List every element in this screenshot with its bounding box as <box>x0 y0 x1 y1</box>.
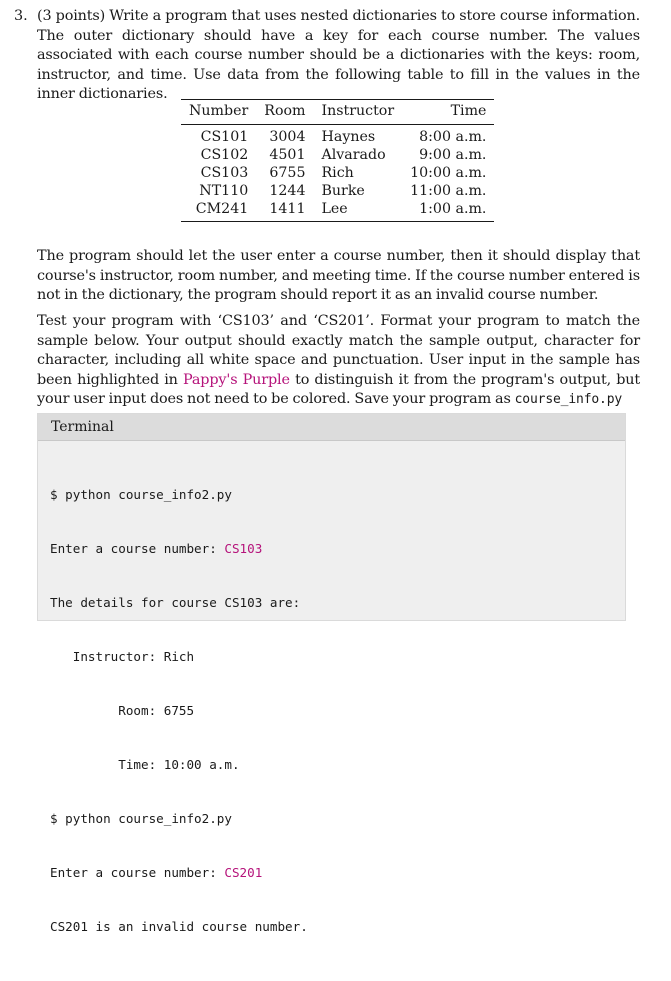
behavior-paragraph <box>37 247 640 306</box>
terminal-line <box>50 702 613 720</box>
terminal-output-text: The details for course CS103 are: <box>50 595 301 610</box>
terminal-line <box>50 540 613 558</box>
cell-time: 1:00 a.m. <box>402 200 494 222</box>
terminal-output <box>38 441 625 981</box>
terminal-output-text: Instructor: Rich <box>50 649 195 664</box>
terminal-user-input: CS201 <box>224 865 263 880</box>
cell-room: 6755 <box>269 165 306 181</box>
intro-text: Write a program that uses nested dictionaries to store course information. The outer dictionary should have a key for each course number. The values associated with each course number should be a dictionaries with the keys: room, instructor, and time. Use data from the following table to fill in the values in the inner dictionaries. <box>37 8 641 102</box>
terminal-output-text: Time: 10:00 a.m. <box>50 757 240 772</box>
terminal-line <box>50 486 613 504</box>
table-row <box>181 182 494 200</box>
terminal-output-text: Room: 6755 <box>50 703 195 718</box>
cell-instructor: Burke <box>321 183 365 199</box>
cell-room: 4501 <box>269 147 306 163</box>
intro-paragraph <box>37 7 640 105</box>
cell-instructor: Alvarado <box>321 147 386 163</box>
course-table <box>181 99 494 222</box>
table-row <box>181 146 494 164</box>
terminal-output-text: $ python course_info2.py <box>50 487 232 502</box>
cell-number: CS103 <box>200 165 249 181</box>
cell-room: 1244 <box>269 183 306 199</box>
pappys-purple-text: Pappy's Purple <box>182 371 290 388</box>
table-row <box>181 164 494 182</box>
behavior-text: The program should let the user enter a course number, then it should display that course's instructor, room number, and meeting time. If the course number entered is not in the dictionary, the program should report it as an invalid course number. <box>37 248 640 303</box>
cell-instructor: Lee <box>313 200 402 222</box>
cell-instructor: Rich <box>321 165 354 181</box>
terminal-output-text: Enter a course number: <box>50 865 225 880</box>
terminal-line <box>50 918 613 936</box>
cell-number: CS101 <box>200 129 249 145</box>
terminal-line <box>50 864 613 882</box>
cell-time: 11:00 a.m. <box>410 183 487 199</box>
terminal-output-text: $ python course_info2.py <box>50 811 232 826</box>
terminal-user-input: CS103 <box>224 541 263 556</box>
cell-number: CM241 <box>181 200 256 222</box>
question-number: 3. <box>14 8 28 24</box>
filename-code: course_info.py <box>514 392 623 407</box>
header-room: Room <box>256 100 313 125</box>
cell-number: CS102 <box>200 147 249 163</box>
cell-room: 1411 <box>256 200 313 222</box>
cell-time: 10:00 a.m. <box>410 165 487 181</box>
testing-text-start: Test your program with ‘CS103’ and ‘CS201’. Format your program to match the sample below. Your output should exactly match the sample output, character for character, including all white space and punctuation. User input in the sample has been highlighted in <box>37 313 640 388</box>
cell-room: 3004 <box>269 129 306 145</box>
header-time: Time <box>402 100 494 125</box>
table-header-row <box>181 100 494 125</box>
terminal-line <box>50 756 613 774</box>
terminal-title: Terminal <box>38 414 625 441</box>
header-number: Number <box>181 100 256 125</box>
cell-time: 8:00 a.m. <box>419 129 487 145</box>
terminal-sample <box>37 413 626 934</box>
terminal-line <box>50 648 613 666</box>
terminal-output-text: CS201 is an invalid course number. <box>50 919 308 934</box>
cell-number: NT110 <box>199 183 249 199</box>
testing-text-middle: to distinguish it from the program's output, but your user input does not need to be colored. Save your program as <box>37 371 641 407</box>
testing-paragraph <box>37 312 640 410</box>
cell-instructor: Haynes <box>321 129 376 145</box>
terminal-output-text: Enter a course number: <box>50 541 225 556</box>
terminal-line <box>50 594 613 612</box>
table-row <box>181 200 494 222</box>
cell-time: 9:00 a.m. <box>419 147 487 163</box>
table-row <box>181 125 494 147</box>
terminal-line <box>50 810 613 828</box>
points-label: (3 points) <box>37 8 106 24</box>
header-instructor: Instructor <box>313 100 402 125</box>
course-table-wrapper <box>181 99 487 222</box>
